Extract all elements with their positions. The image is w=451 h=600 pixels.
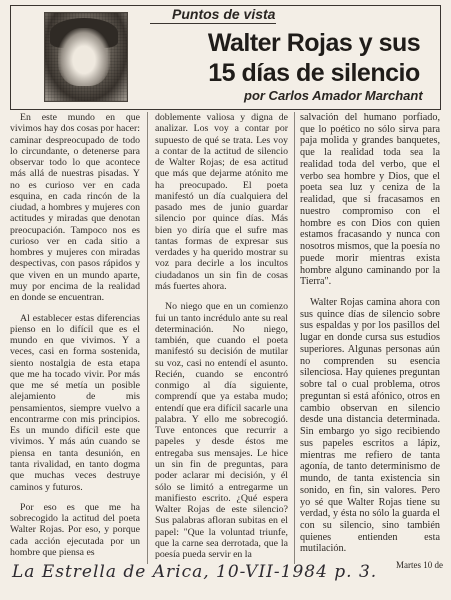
section-label: Puntos de vista	[172, 6, 276, 22]
paragraph: doblemente valiosa y digna de analizar. Los voy a contar por supuesto de qué se trata. Les voy a contar de la actitud de silencio de Walter Rojas; de esa actitud que más que dejarme atónito me ha preocupado. El poeta manifestó un día cualquiera del pasado mes de junio guardar silencio por quince días. Más bien yo diría que el sufre mas tantas formas de expresar sus verdades y ha querido mostrar su voz para decirle a los incultos ciudadanos un sin fin de cosas más fuertes ahora.	[155, 112, 288, 292]
byline: por Carlos Amador Marchant	[244, 88, 423, 103]
column-divider	[294, 112, 295, 564]
headline-line-2: 15 días de silencio	[208, 59, 420, 87]
article-column-3	[300, 112, 440, 555]
page-dateline: Martes 10 de	[396, 560, 443, 570]
section-underline	[150, 23, 276, 24]
paragraph: No niego que en un comienzo fui un tanto incrédulo ante su real determinación. No niego, también, que cuando el poeta manifestó su decisión de mutilar su voz, casi no entendí el asunto. Recién, cuando se encontró conmigo al día siguiente, comprendí que ya estaba mudo; entendí que era difícil sacarle una palabra. Y ello me sobrecogió. Tuve entonces que recurrir a papeles y desde éstos me entregaba sus mensajes. Le hice un sin fin de preguntas, para poder aclarar mi decisión, y él sólo se limitó a entregarme un manifiesto escrito. ¿Qué espera Walter Rojas de este silencio? Sus palabras afloran subitas en el papel: "Que la voluntad triunfe, que la carne sea derrotada, que la poesía pueda servir en la	[155, 301, 288, 561]
article-column-2	[155, 112, 288, 560]
headline	[204, 28, 424, 88]
paragraph: En este mundo en que vivimos hay dos cosas por hacer: caminar despreocupado de todo lo circundante, o detenerse para observar todo lo que acontece más allá de nuestras pisadas. Y no es curioso ver en cada esquina, en cada rincón de la ciudad, a hombres y mujeres con actitudes y miradas que denotan preocupación. Tampoco nos es curioso ver en cada sitio a hombres y mujeres con miradas despectivas, con pasos rápidos y que viven en un mundo aparte, muy por encima de la realidad en donde se encuentran.	[10, 112, 140, 304]
paragraph: salvación del humano porfiado, que lo poético no sólo sirva para paja molida y grandes banquetes, que la realidad toda sea la realidad toda del verbo, que el verbo sea hombre y Dios, que el poeta sea luz y ceniza de la realidad, que si fracasamos en nuestro compromiso con el hombre es con Dios con quien estamos fracasando y nunca con nosotros mismos, que la poesía no puede morir mientras exista hombre alguno caminando por la Tierra".	[300, 112, 440, 288]
article-column-1	[10, 112, 140, 558]
headline-line-1: Walter Rojas y sus	[207, 29, 421, 57]
column-divider	[147, 112, 148, 564]
paragraph: Por eso es que me ha sobrecogido la actitud del poeta Walter Rojas. Por eso, y porque cada acción ejecutada por un hombre que piensa es	[10, 501, 140, 558]
handwritten-source-note: La Estrella de Arica, 10-VII-1984 p. 3.	[12, 562, 378, 582]
author-photo-face	[58, 28, 110, 86]
paragraph: Walter Rojas camina ahora con sus quince días de silencio sobre sus espaldas y por los pasillos del lugar en donde cursa sus estudios superiores. Algunas personas aún no comprenden su esencia silenciosa. Hay quienes preguntan sobre tal o cual problema, otros preguntan si está afónico, otros en cambio observan en silencio desde una distancia determinada. Sin embargo yo sigo recibiendo sus papeles escritos a lápiz, mientras me refiero de tanta agonía, de tanto determinismo de mundo, de tanta existencia sin sonido, en fin, sin valores. Pero yo sé que Walter Rojas tiene su verdad, y ésta no sólo la guarda el con su silencio, sino también quienes entienden esta mutilación.	[300, 297, 440, 555]
paragraph: Al establecer estas diferencias pienso en lo difícil que es el mundo en que vivimos. Y a veces, casi en forma sostenida, siento nostalgia de esta etapa que me ha tocado vivir. Por más que me sé metía un posible alejamiento de mis pensamientos, siempre vuelvo a encontrarme con mis principios. Es un mundo difícil este que vivimos. Y más aún cuando se piensa en tanta desunión, en tanta rivalidad, en tanto dogma que muchas veces destruye caminos y futuros.	[10, 312, 140, 493]
